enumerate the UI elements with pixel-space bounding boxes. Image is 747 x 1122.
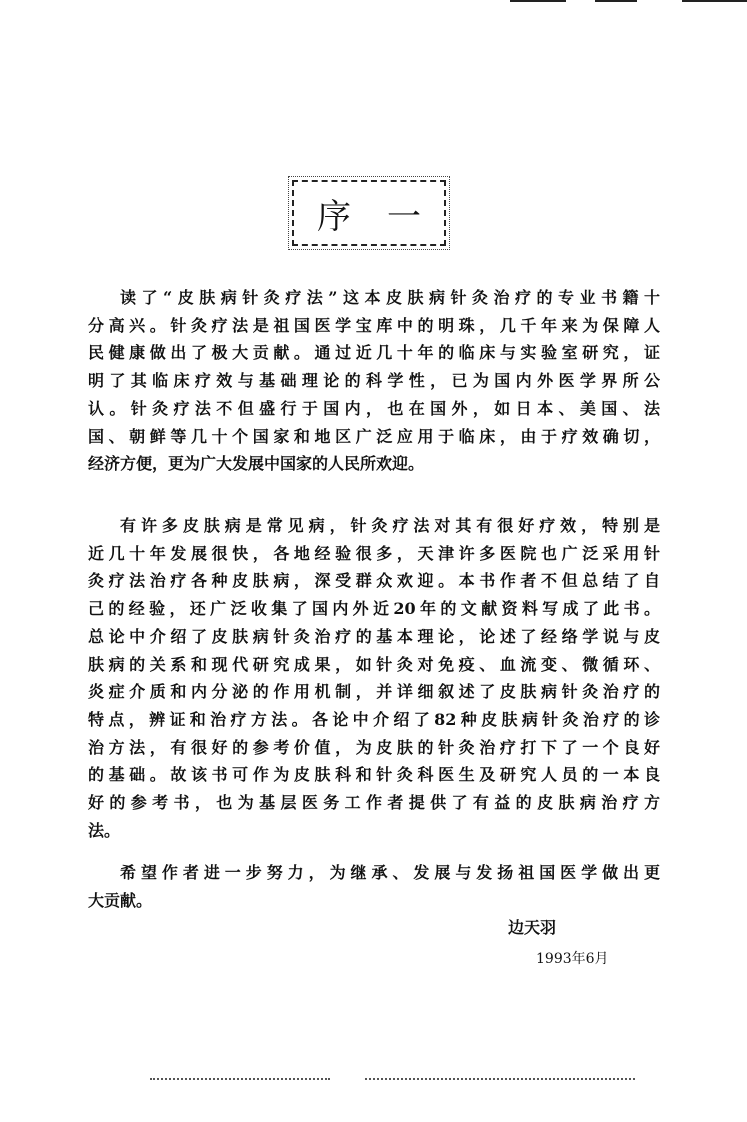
- text-line: 特点，辨证和治疗方法。各论中介绍了82种皮肤病针灸治疗的诊: [88, 709, 660, 729]
- preface-date: 1993年6月: [536, 951, 609, 967]
- text-line: 好的参考书，也为基层医务工作者提供了有益的皮肤病治疗方: [88, 793, 660, 812]
- text-line: 明了其临床疗效与基础理论的科学性，已为国内外医学界所公: [88, 371, 660, 391]
- text-line: 总论中介绍了皮肤病针灸治疗的基本理论，论述了经络学说与皮: [88, 626, 660, 646]
- title-number: 一: [387, 196, 421, 237]
- text-line: 法。: [88, 820, 121, 840]
- scan-edge-mark: [595, 0, 637, 2]
- text-line: 认。针灸疗法不但盛行于国内，也在国外，如日本、美国、法: [88, 398, 660, 418]
- text-line: 的基础。故该书可作为皮肤科和针灸科医生及研究人员的一本良: [88, 765, 660, 785]
- text-line: 肤病的关系和现代研究成果，如针灸对免疫、血流变、微循环、: [88, 654, 660, 674]
- text-line: 炎症介质和内分泌的作用机制，并详细叙述了皮肤病针灸治疗的: [88, 682, 660, 702]
- text-line: 己的经验，还广泛收集了国内外近20年的文献资料写成了此书。: [88, 599, 660, 619]
- text-line: 希望作者进一步努力，为继承、发展与发扬祖国医学做出更: [120, 863, 660, 882]
- section-title: [292, 180, 446, 246]
- text-line: 民健康做出了极大贡献。通过近几十年的临床与实验室研究，证: [88, 343, 660, 363]
- scan-edge-mark: [510, 0, 566, 2]
- text-line: 治方法，有很好的参考价值，为皮肤的针灸治疗打下了一个良好: [88, 737, 660, 757]
- author-signature: 边天羽: [508, 918, 557, 937]
- scan-edge-mark: [365, 1078, 635, 1081]
- text-line: 近几十年发展很快，各地经验很多，天津许多医院也广泛采用针: [88, 543, 660, 563]
- text-line: 灸疗法治疗各种皮肤病，深受群众欢迎。本书作者不但总结了自: [88, 571, 660, 591]
- text-line: 国、朝鲜等几十个国家和地区广泛应用于临床，由于疗效确切，: [88, 426, 660, 446]
- text-line: 读了“皮肤病针灸疗法”这本皮肤病针灸治疗的专业书籍十: [120, 288, 660, 307]
- text-line: 有许多皮肤病是常见病，针灸疗法对其有很好疗效，特别是: [120, 516, 660, 535]
- text-line: 分高兴。针灸疗法是祖国医学宝库中的明珠，几千年来为保障人: [88, 315, 660, 335]
- scan-edge-mark: [682, 0, 747, 2]
- scan-edge-mark: [150, 1078, 330, 1081]
- text-line: 经济方便，更为广大发展中国家的人民所欢迎。: [88, 454, 425, 474]
- text-line: 大贡献。: [88, 890, 153, 910]
- title-main: 序: [317, 196, 351, 237]
